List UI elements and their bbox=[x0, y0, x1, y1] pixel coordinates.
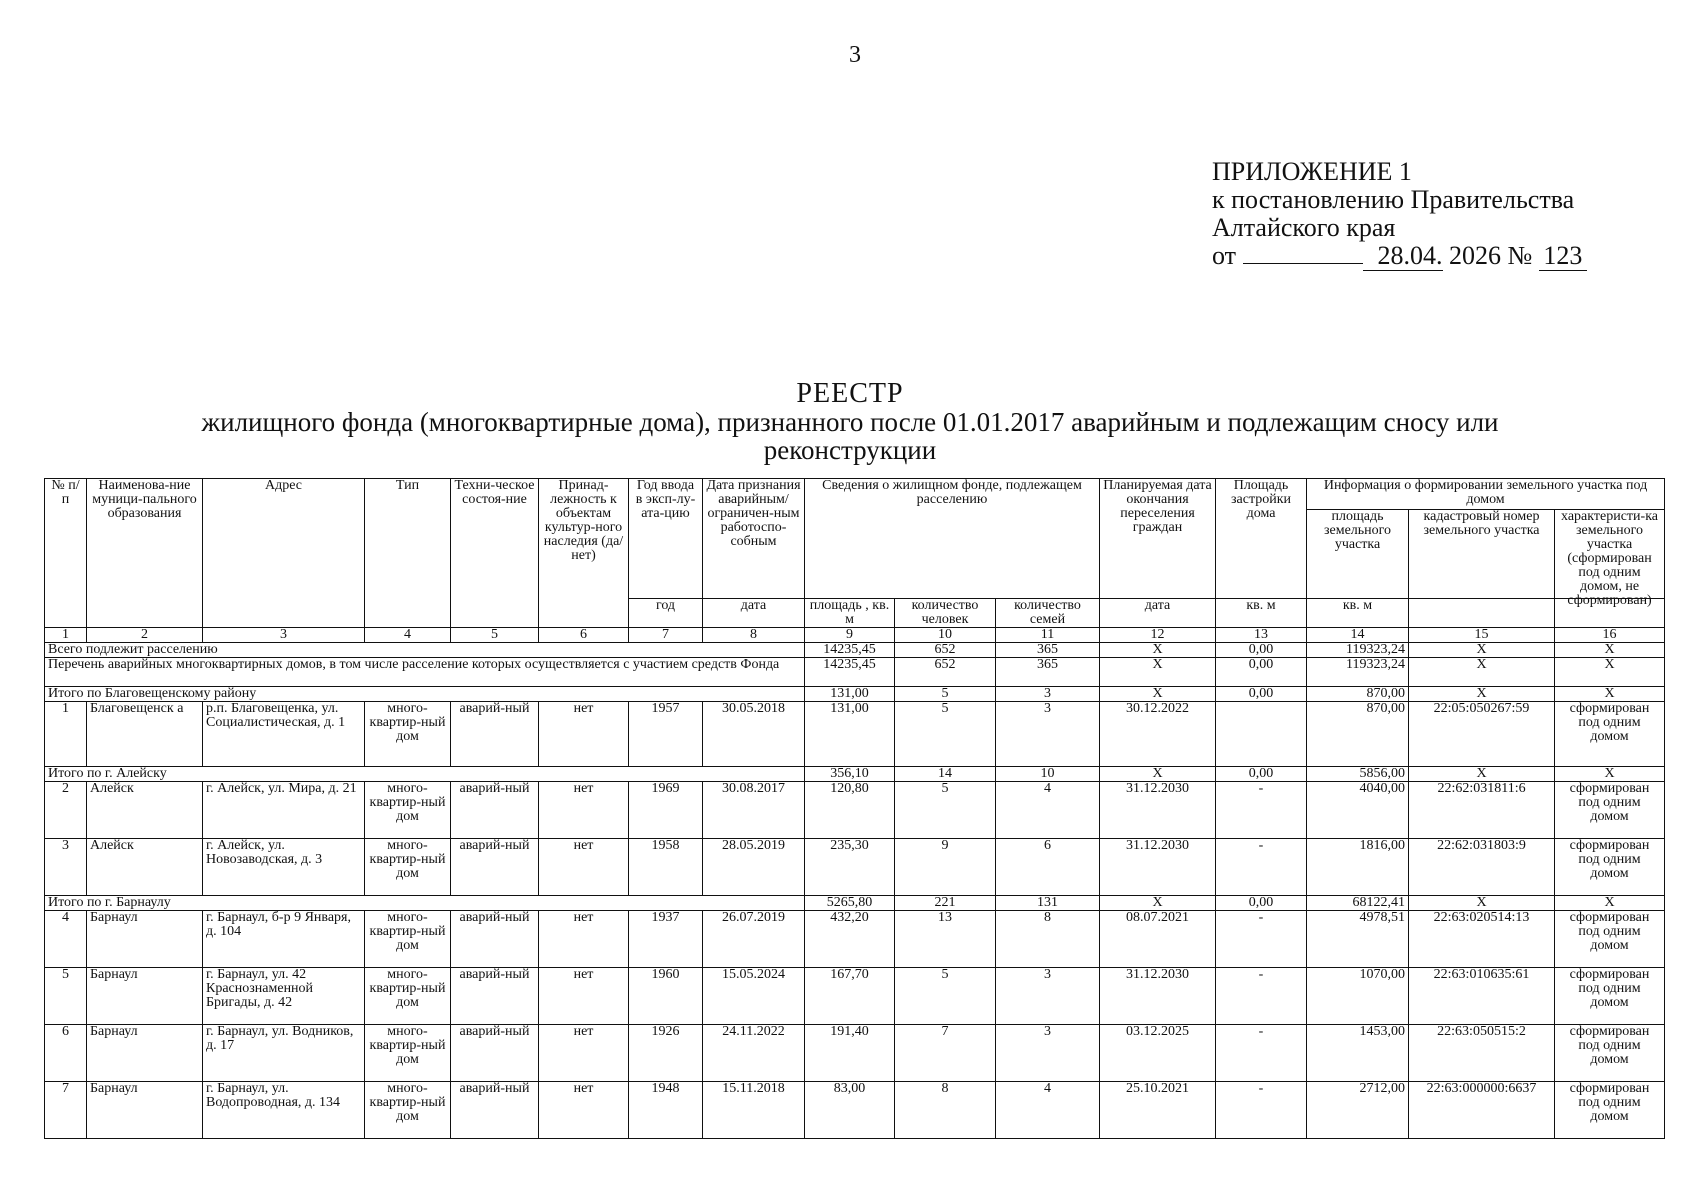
total-date: X bbox=[1100, 643, 1216, 658]
total-land-area: 119323,24 bbox=[1307, 658, 1409, 687]
cell-state: аварий-ный bbox=[451, 839, 539, 896]
cell-num: 2 bbox=[45, 782, 87, 839]
cell-people: 8 bbox=[895, 1082, 996, 1139]
total-build-area: 0,00 bbox=[1216, 767, 1307, 782]
cell-area: 167,70 bbox=[805, 968, 895, 1025]
column-numbers-row bbox=[45, 628, 1665, 643]
total-label: Итого по Благовещенскому району bbox=[45, 687, 805, 702]
total-date: X bbox=[1100, 767, 1216, 782]
cell-planned: 30.12.2022 bbox=[1100, 702, 1216, 767]
cell-land-area: 4040,00 bbox=[1307, 782, 1409, 839]
cell-municipality: Барнаул bbox=[87, 968, 203, 1025]
column-number: 15 bbox=[1409, 628, 1555, 643]
cell-build-area: - bbox=[1216, 839, 1307, 896]
cell-state: аварий-ный bbox=[451, 968, 539, 1025]
cell-planned: 08.07.2021 bbox=[1100, 911, 1216, 968]
page-number: 3 bbox=[849, 42, 861, 68]
cell-state: аварий-ный bbox=[451, 782, 539, 839]
cell-state: аварий-ный bbox=[451, 911, 539, 968]
cell-people: 5 bbox=[895, 782, 996, 839]
column-number: 8 bbox=[703, 628, 805, 643]
total-label: Перечень аварийных многоквартирных домов, в том числе расселение которых осуществляется с участием средств Фонда bbox=[45, 658, 805, 687]
column-number: 10 bbox=[895, 628, 996, 643]
column-number: 14 bbox=[1307, 628, 1409, 643]
total-people: 652 bbox=[895, 658, 996, 687]
total-land-area: 5856,00 bbox=[1307, 767, 1409, 782]
total-char: X bbox=[1555, 687, 1665, 702]
total-row bbox=[45, 643, 1665, 658]
cell-year: 1960 bbox=[629, 968, 703, 1025]
cell-area: 120,80 bbox=[805, 782, 895, 839]
column-number: 16 bbox=[1555, 628, 1665, 643]
th-unit-date2: дата bbox=[1100, 599, 1216, 628]
total-char: X bbox=[1555, 896, 1665, 911]
cell-address: г. Барнаул, ул. Водников, д. 17 bbox=[203, 1025, 365, 1082]
total-build-area: 0,00 bbox=[1216, 658, 1307, 687]
total-families: 365 bbox=[996, 643, 1100, 658]
appendix-line2: Алтайского края bbox=[1212, 213, 1396, 242]
cell-type: много-квартир-ный дом bbox=[365, 839, 451, 896]
th-year: Год ввода в эксп-лу-ата-цию bbox=[629, 479, 703, 599]
cell-num: 3 bbox=[45, 839, 87, 896]
total-char: X bbox=[1555, 767, 1665, 782]
column-number: 13 bbox=[1216, 628, 1307, 643]
header-row-1 bbox=[45, 479, 1665, 599]
cell-cadastral: 22:62:031803:9 bbox=[1409, 839, 1555, 896]
cell-build-area bbox=[1216, 702, 1307, 767]
cell-land-area: 870,00 bbox=[1307, 702, 1409, 767]
th-land-info-title: Информация о формировании земельного участка под домом bbox=[1307, 479, 1664, 510]
column-number: 3 bbox=[203, 628, 365, 643]
cell-year: 1958 bbox=[629, 839, 703, 896]
total-build-area: 0,00 bbox=[1216, 687, 1307, 702]
total-date: X bbox=[1100, 896, 1216, 911]
cell-municipality: Благовещенск а bbox=[87, 702, 203, 767]
th-unit-sqm: кв. м bbox=[1216, 599, 1307, 628]
appendix-date-line bbox=[1212, 242, 1652, 271]
total-families: 10 bbox=[996, 767, 1100, 782]
total-land-area: 68122,41 bbox=[1307, 896, 1409, 911]
total-people: 14 bbox=[895, 767, 996, 782]
total-area: 5265,80 bbox=[805, 896, 895, 911]
total-char: X bbox=[1555, 658, 1665, 687]
total-families: 365 bbox=[996, 658, 1100, 687]
th-type: Тип bbox=[365, 479, 451, 628]
th-municipality: Наименова-ние муници-пального образования bbox=[87, 479, 203, 628]
appendix-blank bbox=[1243, 263, 1363, 264]
th-address: Адрес bbox=[203, 479, 365, 628]
appendix-year: 2026 № bbox=[1449, 241, 1533, 270]
column-number: 2 bbox=[87, 628, 203, 643]
total-people: 652 bbox=[895, 643, 996, 658]
cell-year: 1969 bbox=[629, 782, 703, 839]
table-row bbox=[45, 968, 1665, 1025]
total-area: 356,10 bbox=[805, 767, 895, 782]
th-heritage: Принад-лежность к объектам культур-ного наследия (да/нет) bbox=[539, 479, 629, 628]
cell-area: 131,00 bbox=[805, 702, 895, 767]
th-recognition-date: Дата признания аварийным/ ограничен-ным работоспо-собным bbox=[703, 479, 805, 599]
cell-cadastral: 22:62:031811:6 bbox=[1409, 782, 1555, 839]
column-number: 9 bbox=[805, 628, 895, 643]
registry-table bbox=[44, 478, 1665, 1139]
appendix-line1: к постановлению Правительства bbox=[1212, 185, 1575, 214]
cell-land-area: 2712,00 bbox=[1307, 1082, 1409, 1139]
cell-planned: 31.12.2030 bbox=[1100, 782, 1216, 839]
total-row bbox=[45, 767, 1665, 782]
th-land-char: характеристи-ка земельного участка (сформирован под одним домом, не сформирован) bbox=[1561, 509, 1659, 608]
cell-cadastral: 22:05:050267:59 bbox=[1409, 702, 1555, 767]
cell-planned: 31.12.2030 bbox=[1100, 968, 1216, 1025]
cell-heritage: нет bbox=[539, 839, 629, 896]
th-unit-date: дата bbox=[703, 599, 805, 628]
cell-address: г. Барнаул, б-р 9 Января, д. 104 bbox=[203, 911, 365, 968]
cell-date: 26.07.2019 bbox=[703, 911, 805, 968]
cell-num: 6 bbox=[45, 1025, 87, 1082]
cell-area: 432,20 bbox=[805, 911, 895, 968]
total-cadastral: X bbox=[1409, 643, 1555, 658]
th-unit-people: количество человек bbox=[895, 599, 996, 628]
cell-state: аварий-ный bbox=[451, 1025, 539, 1082]
cell-date: 30.05.2018 bbox=[703, 702, 805, 767]
total-build-area: 0,00 bbox=[1216, 896, 1307, 911]
total-cadastral: X bbox=[1409, 896, 1555, 911]
th-unit-sqm2: кв. м bbox=[1307, 599, 1409, 628]
th-blank-cadastral bbox=[1409, 599, 1555, 628]
cell-area: 235,30 bbox=[805, 839, 895, 896]
cell-build-area: - bbox=[1216, 1025, 1307, 1082]
appendix-prefix: от bbox=[1212, 241, 1237, 270]
total-row bbox=[45, 896, 1665, 911]
cell-land-area: 4978,51 bbox=[1307, 911, 1409, 968]
cell-families: 3 bbox=[996, 1025, 1100, 1082]
appendix-number: 123 bbox=[1539, 242, 1587, 271]
cell-state: аварий-ный bbox=[451, 1082, 539, 1139]
cell-char: сформирован под одним домом bbox=[1555, 968, 1665, 1025]
th-tech-state: Техни-ческое состоя-ние bbox=[451, 479, 539, 628]
title-line3: реконструкции bbox=[763, 435, 937, 465]
cell-char: сформирован под одним домом bbox=[1555, 782, 1665, 839]
cell-cadastral: 22:63:010635:61 bbox=[1409, 968, 1555, 1025]
cell-num: 5 bbox=[45, 968, 87, 1025]
total-row bbox=[45, 658, 1665, 687]
cell-address: г. Барнаул, ул. 42 Краснознаменной Бригады, д. 42 bbox=[203, 968, 365, 1025]
th-building-area: Площадь застройки дома bbox=[1216, 479, 1307, 599]
th-housing-info: Сведения о жилищном фонде, подлежащем расселению bbox=[805, 479, 1100, 599]
cell-people: 5 bbox=[895, 968, 996, 1025]
cell-type: много-квартир-ный дом bbox=[365, 1082, 451, 1139]
cell-char: сформирован под одним домом bbox=[1555, 1082, 1665, 1139]
cell-date: 30.08.2017 bbox=[703, 782, 805, 839]
cell-date: 15.11.2018 bbox=[703, 1082, 805, 1139]
total-cadastral: X bbox=[1409, 658, 1555, 687]
total-cadastral: X bbox=[1409, 767, 1555, 782]
cell-address: г. Алейск, ул. Мира, д. 21 bbox=[203, 782, 365, 839]
cell-heritage: нет bbox=[539, 782, 629, 839]
title-line2: жилищного фонда (многоквартирные дома), признанного после 01.01.2017 аварийным и подлежащим сносу или bbox=[201, 407, 1499, 437]
cell-municipality: Барнаул bbox=[87, 1025, 203, 1082]
appendix-header bbox=[1212, 158, 1652, 271]
th-unit-year: год bbox=[629, 599, 703, 628]
table-row bbox=[45, 702, 1665, 767]
cell-address: г. Барнаул, ул. Водопроводная, д. 134 bbox=[203, 1082, 365, 1139]
total-label: Итого по г. Барнаулу bbox=[45, 896, 805, 911]
cell-state: аварий-ный bbox=[451, 702, 539, 767]
total-date: X bbox=[1100, 658, 1216, 687]
cell-type: много-квартир-ный дом bbox=[365, 968, 451, 1025]
column-number: 4 bbox=[365, 628, 451, 643]
cell-address: р.п. Благовещенка, ул. Социалистическая, д. 1 bbox=[203, 702, 365, 767]
total-land-area: 119323,24 bbox=[1307, 643, 1409, 658]
cell-year: 1937 bbox=[629, 911, 703, 968]
cell-municipality: Барнаул bbox=[87, 911, 203, 968]
cell-people: 7 bbox=[895, 1025, 996, 1082]
cell-municipality: Алейск bbox=[87, 839, 203, 896]
title-line1: РЕЕСТР bbox=[796, 378, 904, 409]
cell-type: много-квартир-ный дом bbox=[365, 911, 451, 968]
cell-heritage: нет bbox=[539, 702, 629, 767]
column-number: 5 bbox=[451, 628, 539, 643]
appendix-date: 28.04. bbox=[1363, 242, 1443, 271]
cell-heritage: нет bbox=[539, 911, 629, 968]
cell-num: 1 bbox=[45, 702, 87, 767]
cell-families: 3 bbox=[996, 702, 1100, 767]
cell-type: много-квартир-ный дом bbox=[365, 702, 451, 767]
table-row bbox=[45, 1082, 1665, 1139]
cell-year: 1926 bbox=[629, 1025, 703, 1082]
th-unit-families: количество семей bbox=[996, 599, 1100, 628]
cell-people: 9 bbox=[895, 839, 996, 896]
total-people: 221 bbox=[895, 896, 996, 911]
column-number: 12 bbox=[1100, 628, 1216, 643]
registry-body bbox=[45, 479, 1665, 1139]
total-families: 131 bbox=[996, 896, 1100, 911]
cell-families: 4 bbox=[996, 782, 1100, 839]
cell-land-area: 1453,00 bbox=[1307, 1025, 1409, 1082]
cell-families: 8 bbox=[996, 911, 1100, 968]
cell-planned: 25.10.2021 bbox=[1100, 1082, 1216, 1139]
total-date: X bbox=[1100, 687, 1216, 702]
total-label: Итого по г. Алейску bbox=[45, 767, 805, 782]
appendix-title: ПРИЛОЖЕНИЕ 1 bbox=[1212, 157, 1412, 186]
cell-num: 4 bbox=[45, 911, 87, 968]
total-area: 14235,45 bbox=[805, 643, 895, 658]
cell-planned: 31.12.2030 bbox=[1100, 839, 1216, 896]
total-row bbox=[45, 687, 1665, 702]
table-row bbox=[45, 782, 1665, 839]
cell-date: 28.05.2019 bbox=[703, 839, 805, 896]
table-row bbox=[45, 911, 1665, 968]
cell-cadastral: 22:63:000000:6637 bbox=[1409, 1082, 1555, 1139]
cell-address: г. Алейск, ул. Новозаводская, д. 3 bbox=[203, 839, 365, 896]
cell-families: 3 bbox=[996, 968, 1100, 1025]
column-number: 1 bbox=[45, 628, 87, 643]
total-char: X bbox=[1555, 643, 1665, 658]
cell-families: 6 bbox=[996, 839, 1100, 896]
total-label: Всего подлежит расселению bbox=[45, 643, 805, 658]
cell-date: 15.05.2024 bbox=[703, 968, 805, 1025]
total-area: 14235,45 bbox=[805, 658, 895, 687]
column-number: 6 bbox=[539, 628, 629, 643]
cell-land-area: 1816,00 bbox=[1307, 839, 1409, 896]
column-number: 11 bbox=[996, 628, 1100, 643]
cell-people: 5 bbox=[895, 702, 996, 767]
cell-char: сформирован под одним домом bbox=[1555, 1025, 1665, 1082]
total-build-area: 0,00 bbox=[1216, 643, 1307, 658]
cell-cadastral: 22:63:020514:13 bbox=[1409, 911, 1555, 968]
th-land-area: площадь земельного участка bbox=[1307, 510, 1409, 598]
cell-build-area: - bbox=[1216, 782, 1307, 839]
cell-year: 1957 bbox=[629, 702, 703, 767]
th-cadastral: кадастровый номер земельного участка bbox=[1409, 510, 1555, 598]
cell-land-area: 1070,00 bbox=[1307, 968, 1409, 1025]
document-title bbox=[100, 380, 1600, 464]
th-unit-area: площадь , кв. м bbox=[805, 599, 895, 628]
cell-build-area: - bbox=[1216, 1082, 1307, 1139]
cell-type: много-квартир-ный дом bbox=[365, 782, 451, 839]
cell-char: сформирован под одним домом bbox=[1555, 839, 1665, 896]
cell-char: сформирован под одним домом bbox=[1555, 702, 1665, 767]
cell-cadastral: 22:63:050515:2 bbox=[1409, 1025, 1555, 1082]
cell-people: 13 bbox=[895, 911, 996, 968]
cell-families: 4 bbox=[996, 1082, 1100, 1139]
cell-area: 83,00 bbox=[805, 1082, 895, 1139]
th-num: № п/п bbox=[45, 479, 87, 628]
total-cadastral: X bbox=[1409, 687, 1555, 702]
cell-heritage: нет bbox=[539, 1082, 629, 1139]
table-row bbox=[45, 1025, 1665, 1082]
cell-municipality: Алейск bbox=[87, 782, 203, 839]
cell-char: сформирован под одним домом bbox=[1555, 911, 1665, 968]
cell-heritage: нет bbox=[539, 1025, 629, 1082]
total-families: 3 bbox=[996, 687, 1100, 702]
total-people: 5 bbox=[895, 687, 996, 702]
cell-build-area: - bbox=[1216, 968, 1307, 1025]
column-number: 7 bbox=[629, 628, 703, 643]
cell-heritage: нет bbox=[539, 968, 629, 1025]
cell-municipality: Барнаул bbox=[87, 1082, 203, 1139]
cell-type: много-квартир-ный дом bbox=[365, 1025, 451, 1082]
th-planned-date: Планируемая дата окончания переселения граждан bbox=[1100, 479, 1216, 599]
cell-year: 1948 bbox=[629, 1082, 703, 1139]
cell-area: 191,40 bbox=[805, 1025, 895, 1082]
total-land-area: 870,00 bbox=[1307, 687, 1409, 702]
total-area: 131,00 bbox=[805, 687, 895, 702]
table-row bbox=[45, 839, 1665, 896]
cell-num: 7 bbox=[45, 1082, 87, 1139]
cell-build-area: - bbox=[1216, 911, 1307, 968]
cell-planned: 03.12.2025 bbox=[1100, 1025, 1216, 1082]
cell-date: 24.11.2022 bbox=[703, 1025, 805, 1082]
